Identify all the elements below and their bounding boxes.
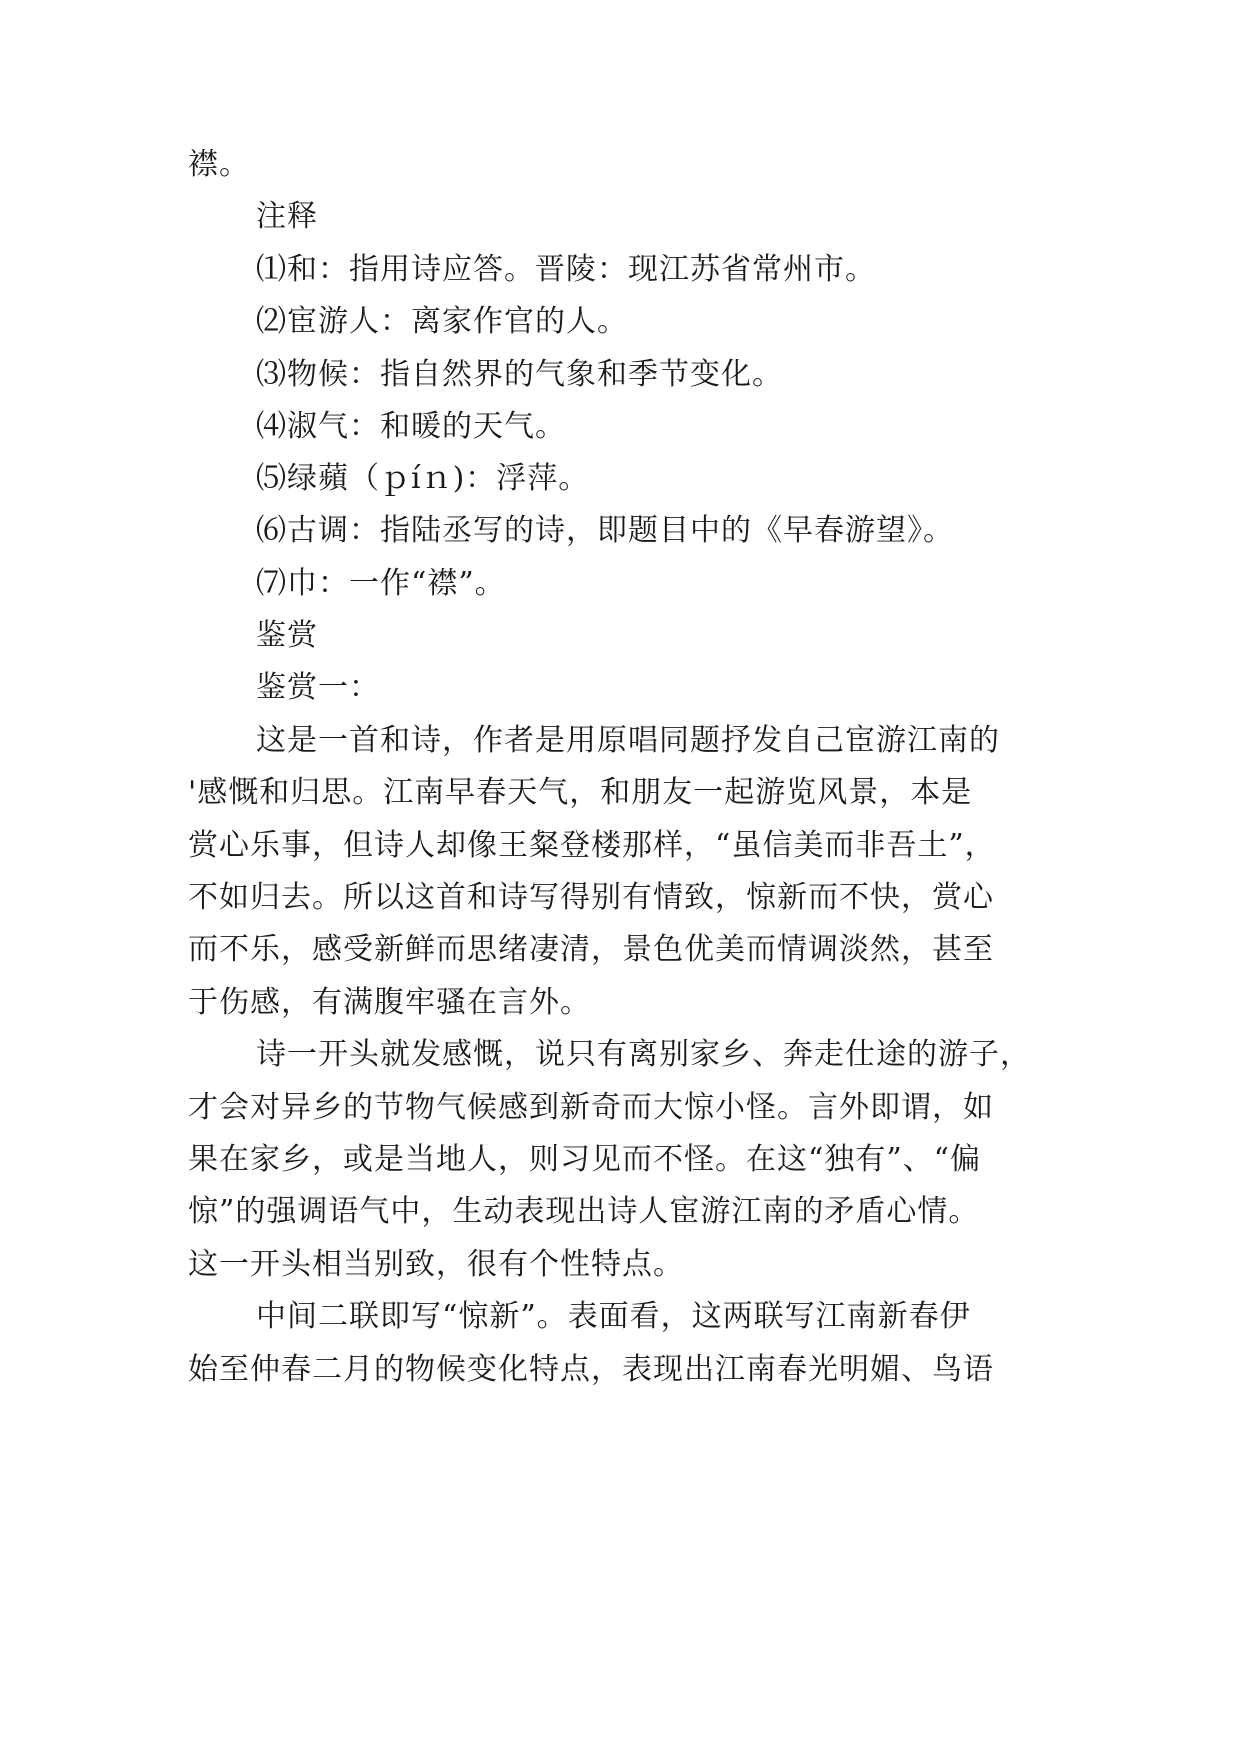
paragraph-line: 这一开头相当别致，很有个性特点。 bbox=[188, 1247, 684, 1282]
paragraph-line: 中间二联即写“惊新”。表面看，这两联写江南新春伊 bbox=[256, 1299, 971, 1334]
note-item: ⑸绿蘋（ｐíｎ)：浮萍。 bbox=[256, 461, 590, 496]
note-item: ⑴和：指用诗应答。晋陵：现江苏省常州市。 bbox=[256, 252, 876, 287]
paragraph-line: 于伤感，有满腹牢骚在言外。 bbox=[188, 985, 591, 1020]
note-item: ⑺巾：一作“襟”。 bbox=[256, 566, 506, 601]
text-line: 襟。 bbox=[188, 147, 250, 182]
section-heading-notes: 注释 bbox=[256, 199, 318, 234]
paragraph-line: 这是一首和诗，作者是用原唱同题抒发自己宦游江南的 bbox=[256, 723, 1000, 758]
note-item: ⑹古调：指陆丞写的诗，即题目中的《早春游望》。 bbox=[256, 513, 954, 548]
paragraph-line: '感慨和归思。江南早春天气，和朋友一起游览风景，本是 bbox=[188, 775, 973, 810]
paragraph-line: 诗一开头就发感慨，说只有离别家乡、奔走仕途的游子， bbox=[256, 1037, 1031, 1072]
paragraph-line: 赏心乐事，但诗人却像王粲登楼那样，“虽信美而非吾土”， bbox=[188, 828, 996, 863]
paragraph-line: 始至仲春二月的物候变化特点，表现出江南春光明媚、鸟语 bbox=[188, 1352, 994, 1387]
note-item: ⑶物候：指自然界的气象和季节变化。 bbox=[256, 357, 783, 392]
section-heading-appreciation: 鉴赏 bbox=[256, 618, 318, 653]
paragraph-line: 不如归去。所以这首和诗写得别有情致，惊新而不快，赏心 bbox=[188, 880, 994, 915]
paragraph-line: 果在家乡，或是当地人，则习见而不怪。在这“独有”、“偏 bbox=[188, 1142, 982, 1177]
note-item: ⑷淑气：和暖的天气。 bbox=[256, 409, 566, 444]
note-item: ⑵宦游人：离家作官的人。 bbox=[256, 304, 628, 339]
paragraph-line: 惊”的强调语气中，生动表现出诗人宦游江南的矛盾心情。 bbox=[188, 1194, 980, 1229]
subsection-heading: 鉴赏一： bbox=[256, 670, 380, 705]
paragraph-line: 而不乐，感受新鲜而思绪凄清，景色优美而情调淡然，甚至 bbox=[188, 932, 994, 967]
paragraph-line: 才会对异乡的节物气候感到新奇而大惊小怪。言外即谓，如 bbox=[188, 1090, 994, 1125]
